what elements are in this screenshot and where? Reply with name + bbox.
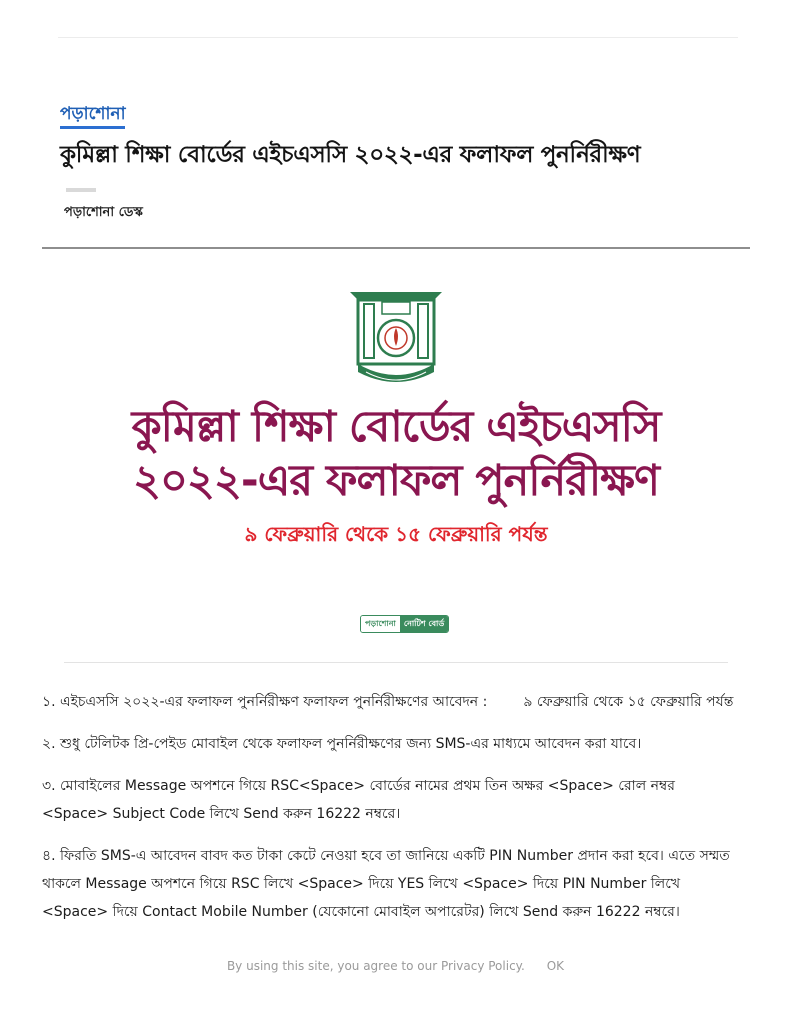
page-title: কুমিল্লা শিক্ষা বোর্ডের এইচএসসি ২০২২-এর ফলাফল পুনর্নিরীক্ষণ: [60, 142, 641, 168]
category-underline: [60, 126, 125, 129]
paragraph-1-text: ১. এইচএসসি ২০২২-এর ফলাফল পুনর্নিরীক্ষণ ফলাফল পুনর্নিরীক্ষণের আবেদন :: [42, 694, 488, 710]
article-body: [42, 688, 742, 940]
paragraph-4: ৪. ফিরতি SMS-এ আবেদন বাবদ কত টাকা কেটে নেওয়া হবে তা জানিয়ে একটি PIN Number প্রদান করা হবে। এতে সম্মত থাকলে Message অপশনে গিয়ে RSC লিখে <Space> দিয়ে YES লিখে <Space> দিয়ে PIN Number লিখে <Space> দিয়ে Contact Mobile Number (যেকোনো মোবাইল অপারেটর) লিখে Send করুন 16222 নম্বরে।: [42, 848, 730, 920]
category-link[interactable]: পড়াশোনা: [60, 104, 126, 124]
author-avatar-placeholder: [66, 188, 96, 192]
featured-image: [42, 252, 750, 644]
consent-text: By using this site, you agree to our Privacy Policy.: [226, 959, 525, 973]
header-divider: [42, 247, 750, 249]
author-name[interactable]: পড়াশোনা ডেস্ক: [64, 205, 143, 220]
consent-ok-button[interactable]: OK: [546, 959, 565, 973]
paragraph-1: [42, 688, 742, 716]
banner-title: [42, 400, 750, 508]
notice-board-badge: [360, 615, 449, 633]
paragraph-1-date: ৯ ফেব্রুয়ারি থেকে ১৫ ফেব্রুয়ারি পর্যন্ত: [523, 694, 734, 710]
cookie-consent-bar: [0, 950, 791, 1024]
banner-title-line-2: ২০২২-এর ফলাফল পুনর্নিরীক্ষণ: [133, 456, 659, 506]
paragraph-2: ২. শুধু টেলিটক প্রি-পেইড মোবাইল থেকে ফলাফল পুনর্নিরীক্ষণের জন্য SMS-এর মাধ্যমে আবেদন করা যাবে।: [42, 736, 642, 752]
board-logo-icon: [344, 288, 448, 392]
banner-date-range: ৯ ফেব্রুয়ারি থেকে ১৫ ফেব্রুয়ারি পর্যন্ত: [244, 522, 548, 546]
badge-left-label: পড়াশোনা: [361, 616, 400, 632]
paragraph-3: ৩. মোবাইলের Message অপশনে গিয়ে RSC<Space> বোর্ডের নামের প্রথম তিন অক্ষর <Space> রোল নম্বর <Space> Subject Code লিখে Send করুন 16222 নম্বরে।: [42, 778, 675, 822]
badge-right-label: নোটিশ বোর্ড: [400, 616, 448, 632]
banner-title-line-1: কুমিল্লা শিক্ষা বোর্ডের এইচএসসি: [131, 402, 661, 452]
top-divider: [58, 37, 738, 38]
content-divider: [64, 662, 728, 663]
